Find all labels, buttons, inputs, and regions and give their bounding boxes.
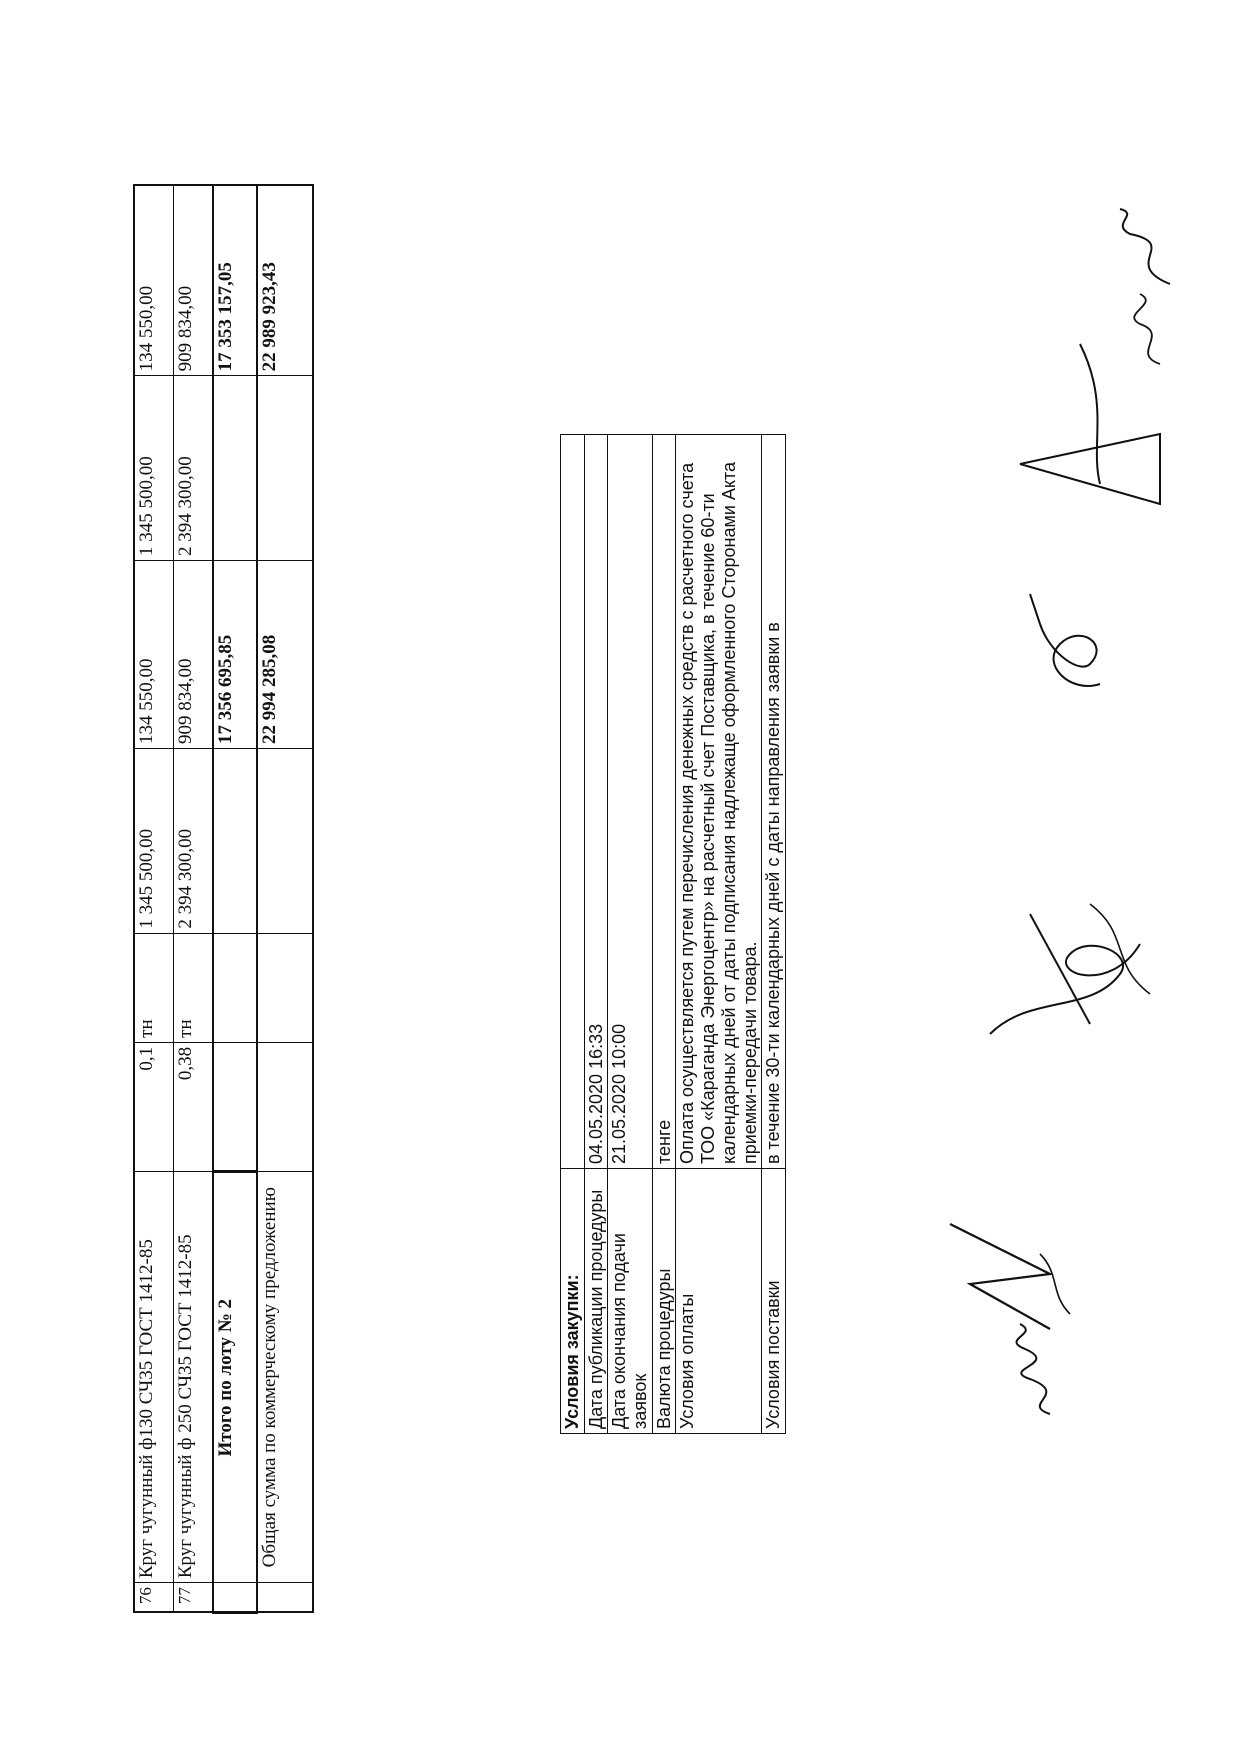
amount-1: 909 834,00 — [174, 561, 214, 749]
table-row — [652, 435, 676, 1434]
conditions-title-row — [561, 435, 585, 1434]
item-name: Круг чугунный ф130 СЧ35 ГОСТ 1412-85 — [134, 1172, 174, 1583]
table-row — [608, 435, 652, 1434]
item-unit: тн — [174, 933, 214, 1042]
lot-total-amount-1: 17 356 695,85 — [213, 561, 257, 749]
row-number: 77 — [174, 1583, 214, 1613]
table-row — [676, 435, 762, 1434]
unit-price-1: 1 345 500,00 — [134, 749, 174, 934]
item-quantity: 0,1 — [134, 1042, 174, 1171]
table-row — [584, 435, 608, 1434]
unit-price-1: 2 394 300,00 — [174, 749, 214, 934]
table-row — [762, 435, 786, 1434]
procurement-conditions-table — [560, 434, 786, 1434]
grand-total-row — [257, 185, 313, 1613]
conditions-title: Условия закупки: — [561, 1169, 585, 1434]
grand-total-amount-2: 22 989 923,43 — [257, 185, 313, 376]
signature-2-icon — [970, 884, 1170, 1054]
table-row — [134, 185, 174, 1613]
lot-total-label: Итого по лоту № 2 — [213, 1172, 257, 1583]
row-number: 76 — [134, 1583, 174, 1613]
unit-price-2: 1 345 500,00 — [134, 376, 174, 561]
item-unit: тн — [134, 933, 174, 1042]
lot-total-row — [213, 185, 257, 1613]
condition-label: Условия поставки — [762, 1169, 786, 1434]
amount-1: 134 550,00 — [134, 561, 174, 749]
condition-label: Валюта процедуры — [652, 1169, 676, 1434]
condition-label: Условия оплаты — [676, 1169, 762, 1434]
condition-value: 21.05.2020 10:00 — [608, 435, 652, 1169]
signature-5-icon — [1090, 204, 1200, 374]
amount-2: 909 834,00 — [174, 185, 214, 376]
condition-value: Оплата осуществляется путем перечисления денежных средств с расчетного счета ТОО «Караганда Энергоцентр» на расчетный счет Поставщика, в течение 60-ти календарных дней от даты подписания надлежаще оформленного Сторонами Акта приемки-передачи товара. — [676, 435, 762, 1169]
condition-value: тенге — [652, 435, 676, 1169]
signature-1-icon — [930, 1204, 1090, 1424]
condition-value: в течение 30-ти календарных дней с даты направления заявки в — [762, 435, 786, 1169]
grand-total-label: Общая сумма по коммерческому предложению — [257, 1172, 313, 1583]
signature-3-icon — [1010, 584, 1120, 704]
condition-value: 04.05.2020 16:33 — [584, 435, 608, 1169]
amount-2: 134 550,00 — [134, 185, 174, 376]
condition-label: Дата публикации процедуры — [584, 1169, 608, 1434]
unit-price-2: 2 394 300,00 — [174, 376, 214, 561]
lot-items-table — [133, 184, 314, 1614]
item-quantity: 0,38 — [174, 1042, 214, 1171]
lot-total-amount-2: 17 353 157,05 — [213, 185, 257, 376]
table-row — [174, 185, 214, 1613]
condition-label: Дата окончания подачи заявок — [608, 1169, 652, 1434]
grand-total-amount-1: 22 994 285,08 — [257, 561, 313, 749]
item-name: Круг чугунный ф 250 СЧ35 ГОСТ 1412-85 — [174, 1172, 214, 1583]
